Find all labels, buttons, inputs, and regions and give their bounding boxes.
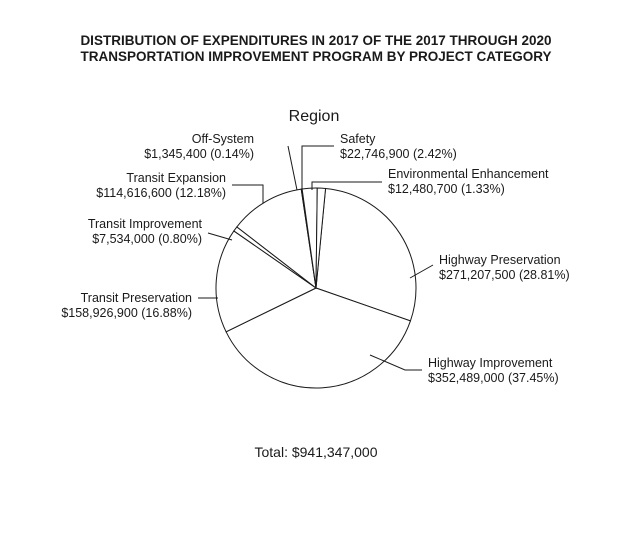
slice-value-safety: $22,746,900 (2.42%) <box>340 147 457 161</box>
chart-title-line-2: TRANSPORTATION IMPROVEMENT PROGRAM BY PROJECT CATEGORY <box>80 49 552 64</box>
slice-name-safety: Safety <box>340 132 376 146</box>
slice-value-transit-preservation: $158,926,900 (16.88%) <box>61 306 192 320</box>
slice-value-transit-improvement: $7,534,000 (0.80%) <box>92 232 202 246</box>
pie-slices <box>216 188 416 388</box>
slice-value-transit-expansion: $114,616,600 (12.18%) <box>96 186 226 200</box>
slice-value-highway-preservation: $271,207,500 (28.81%) <box>439 268 570 282</box>
chart-title-line-1: DISTRIBUTION OF EXPENDITURES IN 2017 OF THE 2017 THROUGH 2020 <box>80 33 552 48</box>
slice-name-off-system: Off-System <box>191 132 254 146</box>
leader-line-safety <box>302 146 334 190</box>
leader-line-transit-expansion <box>232 185 263 203</box>
slice-name-highway-improvement: Highway Improvement <box>428 356 553 370</box>
leader-line-transit-improvement <box>208 233 232 240</box>
slice-value-off-system: $1,345,400 (0.14%) <box>144 147 254 161</box>
slice-value-highway-improvement: $352,489,000 (37.45%) <box>428 371 559 385</box>
slice-name-environmental-enhancement: Environmental Enhancement <box>388 167 549 181</box>
slice-name-transit-preservation: Transit Preservation <box>80 291 192 305</box>
slice-name-transit-improvement: Transit Improvement <box>87 217 202 231</box>
leader-line-off-system <box>288 146 297 190</box>
slice-value-environmental-enhancement: $12,480,700 (1.33%) <box>388 182 505 196</box>
slice-name-highway-preservation: Highway Preservation <box>439 253 561 267</box>
slice-name-transit-expansion: Transit Expansion <box>126 171 226 185</box>
total-label: Total: $941,347,000 <box>254 444 378 460</box>
chart-subtitle: Region <box>288 108 340 125</box>
